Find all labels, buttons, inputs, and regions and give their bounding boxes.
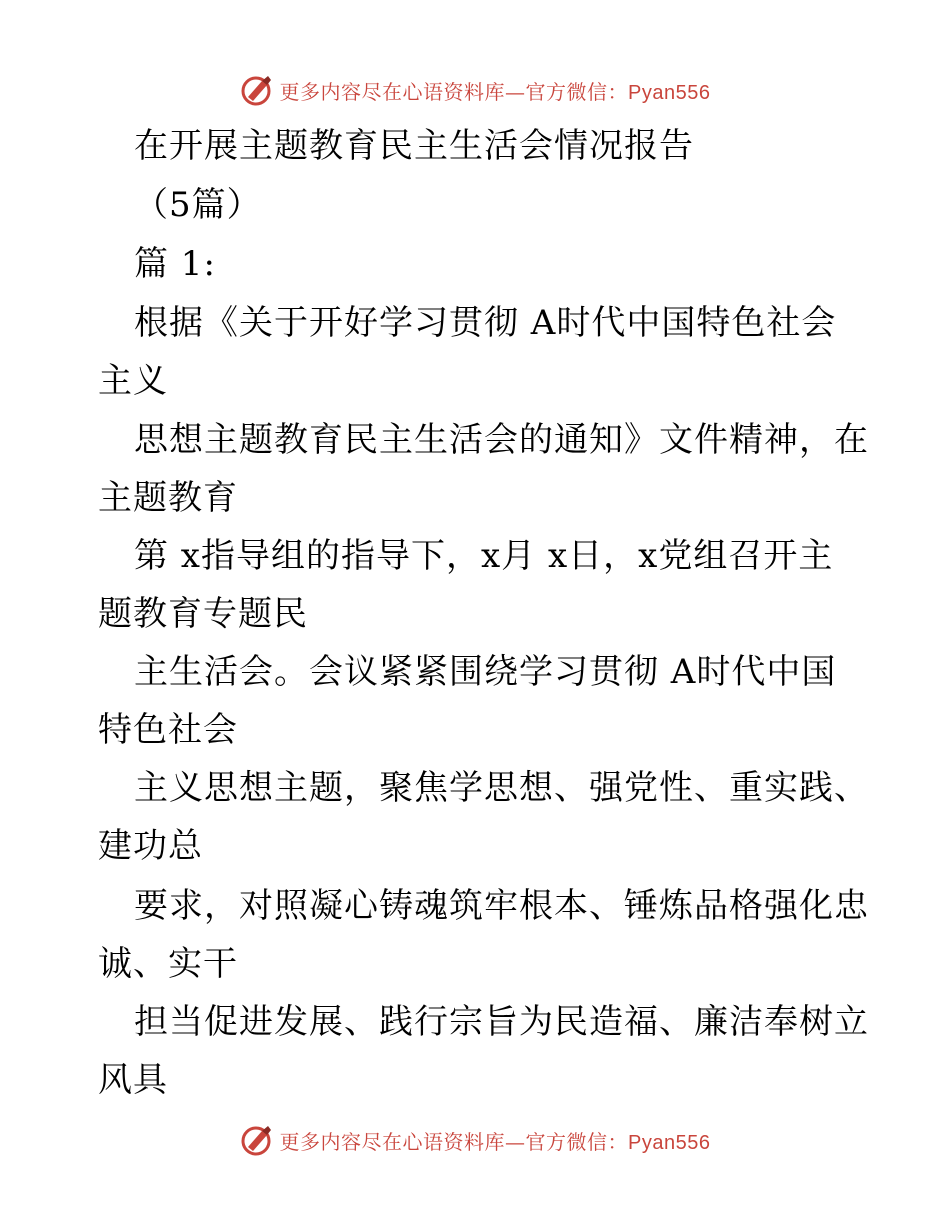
- header-watermark: [0, 70, 950, 110]
- body-line: 主义思想主题，聚焦学思想、强党性、重实践、: [134, 768, 869, 808]
- body-line: 诚、实干: [98, 944, 238, 984]
- body-line: 第 x指导组的指导下，x月 x日，x党组召开主: [134, 536, 834, 576]
- body-line: 根据《关于开好学习贯彻 A时代中国特色社会: [134, 303, 837, 343]
- body-line: 主题教育: [98, 478, 238, 518]
- body-line: 建功总: [98, 826, 203, 866]
- body-line: 题教育专题民: [98, 594, 308, 634]
- pen-logo-icon: [240, 73, 274, 107]
- body-line: 主生活会。会议紧紧围绕学习贯彻 A时代中国: [134, 652, 837, 692]
- section-label: 篇 1:: [134, 244, 216, 284]
- footer-watermark: [0, 1120, 950, 1160]
- pen-logo-icon: [240, 1123, 274, 1157]
- document-title: 在开展主题教育民主生活会情况报告: [134, 126, 694, 166]
- watermark-text: 更多内容尽在心语资料库—官方微信：Pyan556: [279, 79, 711, 104]
- body-line: 思想主题教育民主生活会的通知》文件精神，在: [134, 420, 869, 460]
- watermark-text: 更多内容尽在心语资料库—官方微信：Pyan556: [279, 1129, 711, 1154]
- document-subtitle: （5篇）: [134, 185, 262, 225]
- body-line: 担当促进发展、践行宗旨为民造福、廉洁奉树立: [134, 1002, 869, 1042]
- body-line: 要求，对照凝心铸魂筑牢根本、锤炼品格强化忠: [134, 886, 869, 926]
- body-line: 主义: [98, 361, 168, 401]
- body-line: 特色社会: [98, 710, 238, 750]
- body-line: 风具: [98, 1060, 168, 1100]
